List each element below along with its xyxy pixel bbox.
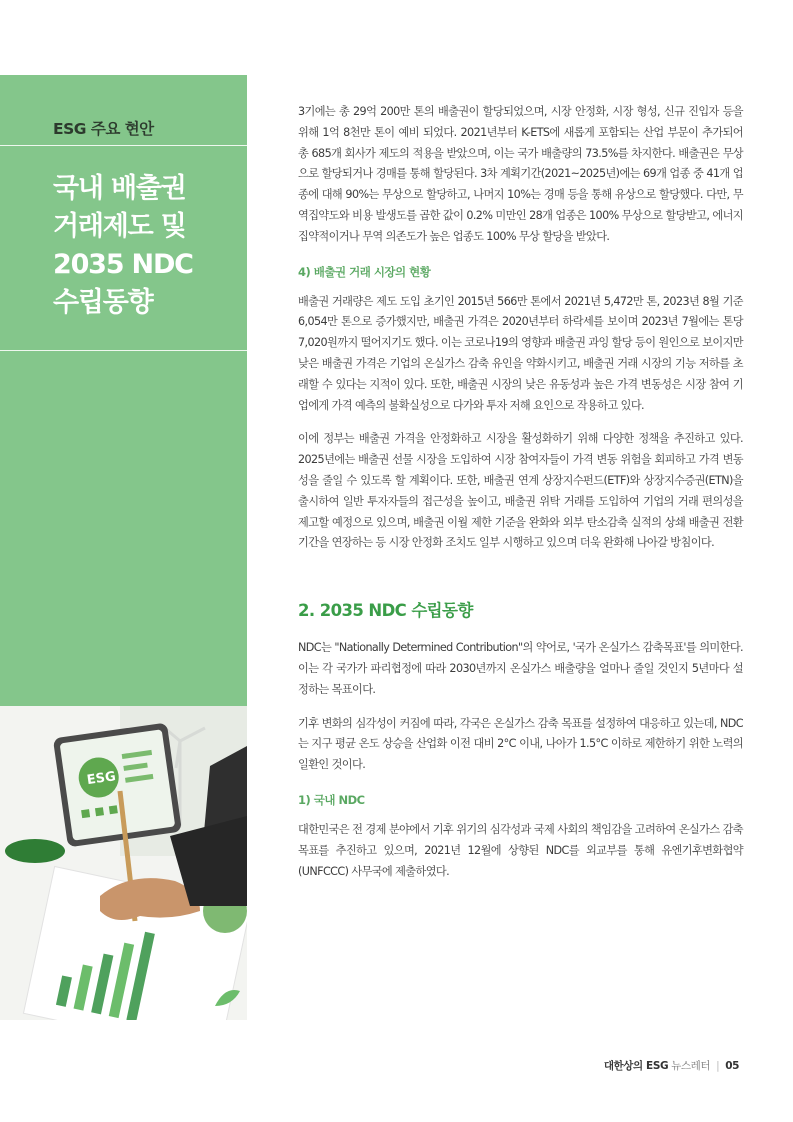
- subheading: 1) 국내 NDC: [298, 792, 365, 807]
- article-body: [298, 102, 743, 882]
- paragraph: 이에 정부는 배출권 가격을 안정화하고 시장을 활성화하기 위해 다양한 정책을 추진하고 있다. 2025년에는 배출권 선물 시장을 도입하여 시장 참여자들이 가격 변동 위험을 회피하고 가격 변동성을 줄일 수 있도록 할 계획이다. 또한, 배출권 연계 상장지수펀드(ETF)와 상장지수증권(ETN)을 출시하여 일반 투자자들의 접근성을 높이고, 배출권 위탁 거래를 도입하여 기업의 거래 편의성을 제고할 예정으로 있으며, 배출권 이월 제한 기준을 완화와 외부 탄소감축 실적의 상쇄 배출권 전환 기간을 연장하는 등 시장 안정화 조치도 일부 시행하고 있으며 더욱 완화해 나아갈 방침이다.: [298, 432, 743, 550]
- page-number: 05: [725, 1060, 739, 1072]
- esg-illustration: [0, 706, 247, 1020]
- paragraph: 기후 변화의 심각성이 커짐에 따라, 각국은 온실가스 감축 목표를 설정하여 대응하고 있는데, NDC는 지구 평균 온도 상승을 산업화 이전 대비 2°C 이내, 나아가 1.5°C 이하로 제한하기 위한 노력의 일환인 것이다.: [298, 716, 743, 772]
- footer-subtitle: 뉴스레터: [671, 1060, 711, 1072]
- divider: [0, 350, 247, 351]
- paragraph: 대한민국은 전 경제 분야에서 기후 위기의 심각성과 국제 사회의 책임감을 고려하여 온실가스 감축 목표를 추진하고 있으며, 2021년 12월에 상향된 NDC를 외교부를 통해 유엔기후변화협약(UNFCCC) 사무국에 제출하였다.: [298, 822, 743, 878]
- paragraph: NDC는 "Nationally Determined Contribution"의 약어로, '국가 온실가스 감축목표'를 의미한다. 이는 각 국가가 파리협정에 따라 2030년까지 온실가스 배출량을 얼마나 줄일 것인지 5년마다 설정하는 목표이다.: [298, 641, 743, 696]
- tablet-label: ESG: [85, 769, 117, 789]
- page-footer: [604, 1058, 739, 1073]
- esg-photo: [0, 706, 247, 1020]
- page-title: 국내 배출권 거래제도 및 2035 NDC 수립동향: [53, 173, 193, 318]
- subheading: 4) 배출권 거래 시장의 현황: [298, 264, 431, 279]
- paragraph: 3기에는 총 29억 200만 톤의 배출권이 할당되었으며, 시장 안정화, 시장 형성, 신규 진입자 등을 위해 1억 8천만 톤이 예비 되었다. 2021년부터 K-ETS에 새롭게 포함되는 산업 부문이 추가되어 총 685개 회사가 제도의 적용을 받았으며, 이는 국가 배출량의 73.5%를 차지한다. 배출권은 무상으로 할당되거나 경매를 통해 할당된다. 3차 계획기간(2021~2025년)에는 69개 업종 중 41개 업종에 대해 90%는 무상으로 할당하고, 나머지 10%는 경매 등을 통해 유상으로 할당했다. 다만, 무역집약도와 비용 발생도를 곱한 값이 0.2% 미만인 28개 업종은 100% 무상으로 할당받고, 에너지 집약적이거나 무역 의존도가 높은 업종도 100% 무상 할당을 받았다.: [298, 105, 743, 243]
- footer-separator: |: [716, 1060, 720, 1072]
- section-heading: 2. 2035 NDC 수립동향: [298, 601, 473, 621]
- footer-brand: 대한상의 ESG: [603, 1060, 669, 1072]
- divider: [0, 145, 247, 146]
- paragraph: 배출권 거래량은 제도 도입 초기인 2015년 566만 톤에서 2021년 5,472만 톤, 2023년 8월 기준 6,054만 톤으로 증가했지만, 배출권 가격은 2020년부터 하락세를 보이며 2023년 7월에는 톤당 7,020원까지 떨어지기도 했다. 이는 코로나19의 영향과 배출권 과잉 할당 등이 원인으로 보이지만 낮은 배출권 가격은 기업의 온실가스 감축 유인을 약화시키고, 배출권 거래 시장의 기능 저하를 초래할 수 있다는 지적이 있다. 또한, 배출권 시장의 낮은 유동성과 높은 가격 변동성은 시장 참여 기업에게 가격 예측의 불확실성으로 다가와 투자 저해 요인으로 작용하고 있다.: [298, 294, 743, 412]
- section-label: ESG 주요 현안: [53, 120, 154, 138]
